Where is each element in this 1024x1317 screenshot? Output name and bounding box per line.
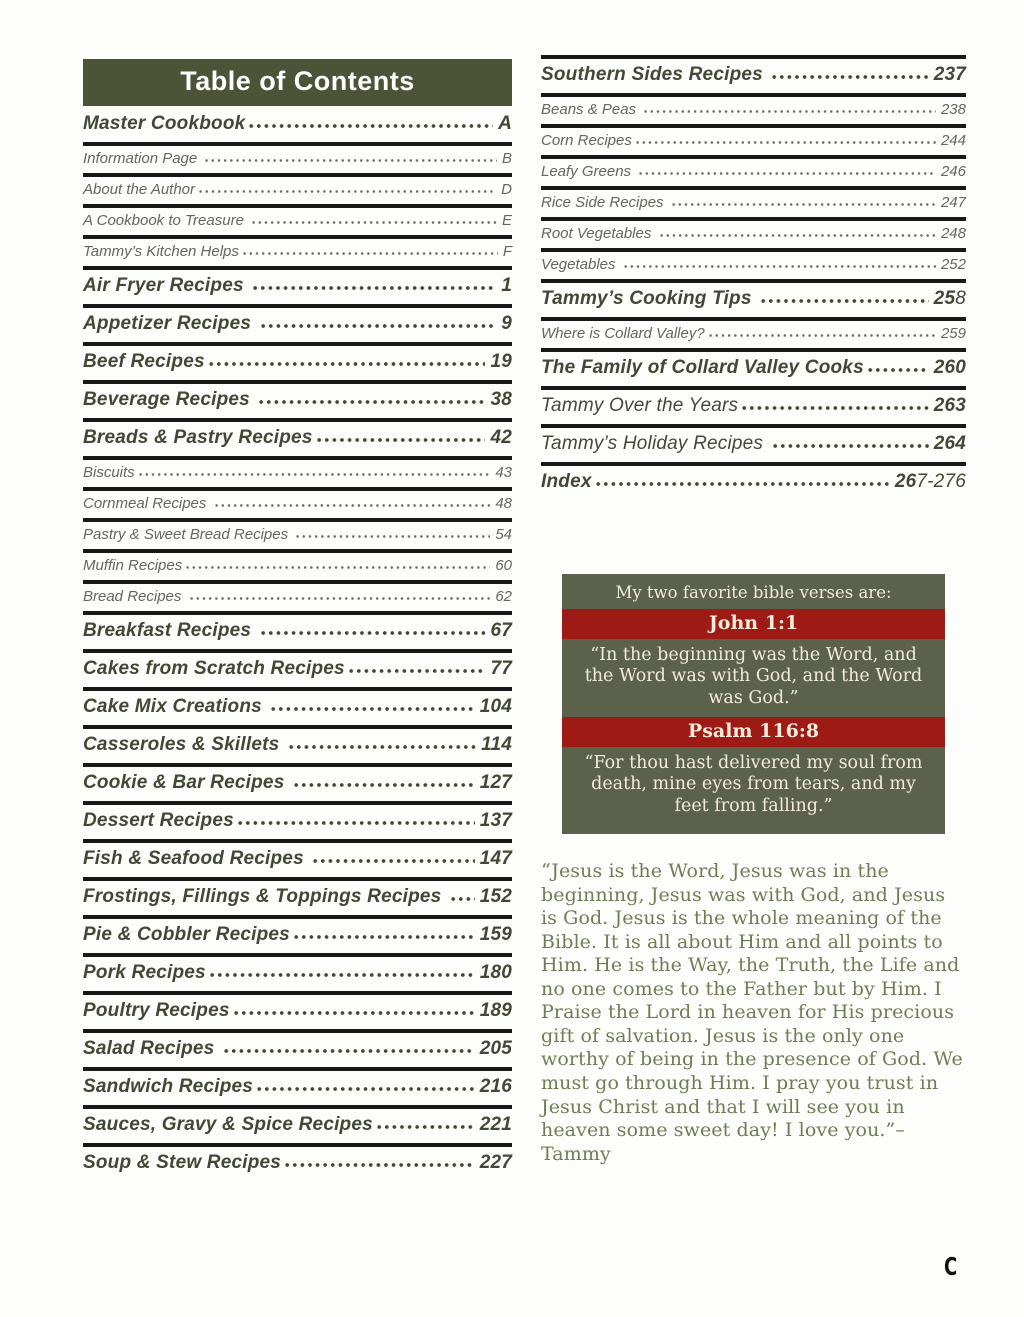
- toc-entry-page: 147: [479, 848, 512, 869]
- toc-entry: [83, 308, 512, 342]
- toc-rows-right: [541, 55, 966, 500]
- toc-leader-dots: [214, 503, 491, 508]
- toc-entry: [83, 460, 512, 487]
- toc-entry-page: 43: [495, 464, 512, 481]
- toc-entry-page: 248: [940, 225, 966, 242]
- page-number: C: [944, 1252, 958, 1281]
- toc-leader-dots: [270, 706, 474, 712]
- verse-reference-psalm: Psalm 116:8: [562, 717, 945, 747]
- toc-entry-label: Appetizer Recipes: [83, 313, 257, 334]
- toc-entry-label: Cornmeal Recipes: [83, 495, 211, 512]
- toc-entry-label: About the Author: [83, 181, 196, 198]
- toc-entry: [83, 767, 512, 801]
- toc-entry-page-tail: 7-276: [916, 471, 966, 492]
- toc-leader-dots: [376, 1124, 475, 1130]
- toc-leader-dots: [284, 1162, 475, 1168]
- toc-entry: [541, 190, 966, 217]
- toc-entry-label: Leafy Greens: [541, 163, 636, 180]
- toc-entry-label: Salad Recipes: [83, 1038, 220, 1059]
- toc-leader-dots: [208, 361, 486, 367]
- toc-column-left: [83, 59, 512, 1181]
- toc-entry-page: 62: [495, 588, 512, 605]
- toc-entry-page: A: [498, 113, 512, 134]
- toc-leader-dots: [258, 399, 485, 405]
- toc-entry-label: Breads & Pastry Recipes: [83, 427, 313, 448]
- toc-entry-label: The Family of Collard Valley Cooks: [541, 357, 864, 378]
- toc-entry-label: Frostings, Fillings & Toppings Recipes: [83, 886, 447, 907]
- toc-entry-label: Dessert Recipes: [83, 810, 234, 831]
- toc-rows-left: [83, 108, 512, 1181]
- toc-entry-page: 259: [940, 325, 966, 342]
- toc-entry-label: Muffin Recipes: [83, 557, 183, 574]
- toc-entry-label: Corn Recipes: [541, 132, 632, 149]
- toc-entry-label: Beans & Peas: [541, 101, 641, 118]
- toc-column-right: [541, 55, 966, 1166]
- toc-entry-page: 38: [490, 389, 512, 410]
- toc-entry-label: Cakes from Scratch Recipes: [83, 658, 345, 679]
- toc-entry-page: 159: [479, 924, 512, 945]
- toc-leader-dots: [252, 285, 496, 291]
- toc-entry: [83, 346, 512, 380]
- toc-entry: [83, 881, 512, 915]
- toc-leader-dots: [185, 565, 490, 570]
- toc-leader-dots: [635, 140, 936, 145]
- toc-entry: [541, 352, 966, 386]
- testimony-paragraph: “Jesus is the Word, Jesus was in the beginning, Jesus was with God, and Jesus is God. Jesus is the whole meaning of the Bible. It is all about Him and all points to Him. He is the Way, the Truth, the Life and no one comes to the Father but by Him. I Praise the Lord in heaven for His precious gift of salvation. Jesus is the only one worthy of being in the presence of God. We must go through Him. I pray you trust in Jesus Christ and that I will see you in heaven some sweet day! I love you.”– Tammy: [541, 860, 963, 1165]
- toc-entry: [83, 239, 512, 266]
- toc-leader-dots: [204, 158, 497, 163]
- toc-entry: [83, 1033, 512, 1067]
- toc-entry-label: Air Fryer Recipes: [83, 275, 250, 296]
- toc-entry-page: 19: [490, 351, 512, 372]
- toc-entry: [83, 584, 512, 611]
- toc-leader-dots: [671, 202, 936, 207]
- toc-entry-page: 244: [940, 132, 966, 149]
- toc-entry: [83, 270, 512, 304]
- toc-entry-page: 104: [479, 696, 512, 717]
- toc-entry-label: Rice Side Recipes: [541, 194, 668, 211]
- verse-box-intro: My two favorite bible verses are:: [615, 583, 892, 602]
- toc-leader-dots: [256, 1086, 475, 1092]
- title-banner: [83, 59, 512, 106]
- toc-leader-dots: [233, 1010, 475, 1016]
- toc-entry-page: 189: [479, 1000, 512, 1021]
- toc-entry-page: 227: [479, 1152, 512, 1173]
- toc-entry: [83, 491, 512, 518]
- toc-entry-label: Sauces, Gravy & Spice Recipes: [83, 1114, 373, 1135]
- toc-entry: [83, 615, 512, 649]
- toc-leader-dots: [760, 298, 929, 304]
- toc-entry-label: Root Vegetables: [541, 225, 656, 242]
- toc-leader-dots: [209, 972, 475, 978]
- toc-entry-page: 263: [933, 395, 966, 416]
- bible-verse-box: [562, 574, 945, 834]
- toc-entry-page: 180: [479, 962, 512, 983]
- toc-entry: [541, 159, 966, 186]
- toc-leader-dots: [138, 472, 491, 477]
- toc-entry: [83, 691, 512, 725]
- toc-entry: [83, 1147, 512, 1181]
- toc-entry-label: Fish & Seafood Recipes: [83, 848, 310, 869]
- toc-entry-page: 77: [490, 658, 512, 679]
- toc-leader-dots: [248, 123, 493, 129]
- toc-entry-page: 252: [940, 256, 966, 273]
- toc-leader-dots: [288, 744, 476, 750]
- toc-leader-dots: [242, 251, 498, 256]
- toc-entry-page-tail: 8: [955, 288, 966, 309]
- toc-entry-page: 260: [933, 357, 966, 378]
- toc-entry-label: Beverage Recipes: [83, 389, 256, 410]
- toc-leader-dots: [293, 934, 475, 940]
- toc-entry-page: 127: [479, 772, 512, 793]
- toc-entry-page: D: [501, 181, 512, 198]
- toc-entry: [541, 390, 966, 424]
- toc-entry: [83, 177, 512, 204]
- toc-leader-dots: [293, 782, 475, 788]
- toc-leader-dots: [643, 109, 936, 114]
- toc-leader-dots: [198, 189, 496, 194]
- toc-entry-page: 152: [479, 886, 512, 907]
- toc-entry-page: 67: [490, 620, 512, 641]
- toc-leader-dots: [638, 171, 936, 176]
- toc-entry: [541, 283, 966, 317]
- toc-entry-label: Tammy Over the Years: [541, 395, 739, 416]
- toc-leader-dots: [772, 443, 929, 449]
- toc-leader-dots: [260, 630, 486, 636]
- toc-entry: [83, 653, 512, 687]
- toc-entry-label: Pork Recipes: [83, 962, 206, 983]
- toc-entry-label: Southern Sides Recipes: [541, 64, 769, 85]
- toc-entry: [83, 384, 512, 418]
- verse-reference-john: John 1:1: [562, 609, 945, 639]
- toc-leader-dots: [771, 74, 928, 80]
- toc-entry-label: Soup & Stew Recipes: [83, 1152, 282, 1173]
- toc-entry-page: 221: [479, 1114, 512, 1135]
- toc-entry-label: A Cookbook to Treasure: [83, 212, 249, 229]
- toc-entry: [541, 428, 966, 462]
- toc-leader-dots: [450, 896, 475, 902]
- toc-entry-label: Vegetables: [541, 256, 620, 273]
- toc-entry-label: Cookie & Bar Recipes: [83, 772, 290, 793]
- toc-leader-dots: [659, 233, 936, 238]
- toc-leader-dots: [595, 481, 890, 487]
- toc-entry-label: Beef Recipes: [83, 351, 205, 372]
- toc-entry: [541, 128, 966, 155]
- toc-leader-dots: [623, 264, 936, 269]
- toc-entry-page: 264: [933, 433, 966, 454]
- toc-entry: [83, 1071, 512, 1105]
- verse-text-psalm: “For thou hast delivered my soul from death, mine eyes from tears, and my feet from falling.”: [584, 753, 923, 816]
- toc-entry-page: F: [502, 243, 512, 260]
- toc-entry: [83, 422, 512, 456]
- toc-entry: [541, 221, 966, 248]
- toc-entry: [541, 466, 966, 500]
- toc-leader-dots: [312, 858, 474, 864]
- toc-leader-dots: [708, 333, 936, 338]
- toc-leader-dots: [741, 405, 928, 411]
- toc-entry-page: 238: [940, 101, 966, 118]
- toc-entry-page: 48: [495, 495, 512, 512]
- toc-entry-page: 1: [501, 275, 512, 296]
- toc-entry-page: 216: [479, 1076, 512, 1097]
- toc-leader-dots: [348, 668, 486, 674]
- toc-entry-page: 114: [481, 734, 512, 755]
- toc-leader-dots: [316, 437, 486, 443]
- toc-entry: [83, 919, 512, 953]
- toc-entry: [541, 321, 966, 348]
- toc-entry: [83, 843, 512, 877]
- toc-leader-dots: [251, 220, 497, 225]
- toc-entry-page: 60: [495, 557, 512, 574]
- toc-entry-label: Poultry Recipes: [83, 1000, 230, 1021]
- toc-entry: [83, 522, 512, 549]
- toc-entry-label: Master Cookbook: [83, 113, 246, 134]
- toc-entry: [83, 995, 512, 1029]
- toc-entry-page: 237: [933, 64, 966, 85]
- toc-entry: [541, 252, 966, 279]
- toc-entry-label: Bread Recipes: [83, 588, 186, 605]
- toc-entry: [83, 208, 512, 235]
- toc-leader-dots: [237, 820, 475, 826]
- toc-leader-dots: [260, 323, 497, 329]
- toc-entry-label: Where is Collard Valley?: [541, 325, 705, 342]
- toc-entry-label: Pie & Cobbler Recipes: [83, 924, 290, 945]
- toc-entry-page: 247: [940, 194, 966, 211]
- toc-entry-page: 246: [940, 163, 966, 180]
- toc-entry-label: Sandwich Recipes: [83, 1076, 254, 1097]
- toc-entry-page: 258: [933, 288, 966, 309]
- toc-entry-label: Casseroles & Skillets: [83, 734, 285, 755]
- toc-entry-label: Breakfast Recipes: [83, 620, 257, 641]
- toc-entry-label: Index: [541, 471, 592, 492]
- toc-entry-page: 137: [479, 810, 512, 831]
- toc-entry: [83, 957, 512, 991]
- toc-entry-page: 42: [490, 427, 512, 448]
- verse-text-john: “In the beginning was the Word, and the Word was with God, and the Word was God.”: [584, 645, 923, 708]
- toc-entry-label: Information Page: [83, 150, 202, 167]
- toc-entry: [83, 146, 512, 173]
- toc-entry-page: 54: [495, 526, 512, 543]
- toc-entry-label: Biscuits: [83, 464, 135, 481]
- toc-entry: [541, 97, 966, 124]
- toc-entry-page: 267-276: [894, 471, 966, 492]
- toc-entry-label: Tammy’s Holiday Recipes: [541, 433, 769, 454]
- toc-leader-dots: [189, 596, 491, 601]
- toc-leader-dots: [867, 367, 929, 373]
- toc-entry: [541, 59, 966, 93]
- toc-entry: [83, 108, 512, 142]
- toc-entry: [83, 1109, 512, 1143]
- toc-entry-label: Cake Mix Creations: [83, 696, 268, 717]
- toc-entry-label: Pastry & Sweet Bread Recipes: [83, 526, 293, 543]
- toc-entry-page: 205: [479, 1038, 512, 1059]
- toc-entry-page: 9: [501, 313, 512, 334]
- toc-entry-label: Tammy’s Kitchen Helps: [83, 243, 239, 260]
- page-title: Table of Contents: [180, 66, 415, 96]
- toc-entry-page: E: [501, 212, 512, 229]
- toc-entry: [83, 553, 512, 580]
- toc-entry-page: B: [501, 150, 512, 167]
- toc-leader-dots: [295, 534, 490, 539]
- toc-leader-dots: [223, 1048, 475, 1054]
- toc-entry: [83, 805, 512, 839]
- toc-entry: [83, 729, 512, 763]
- toc-entry-label: Tammy’s Cooking Tips: [541, 288, 758, 309]
